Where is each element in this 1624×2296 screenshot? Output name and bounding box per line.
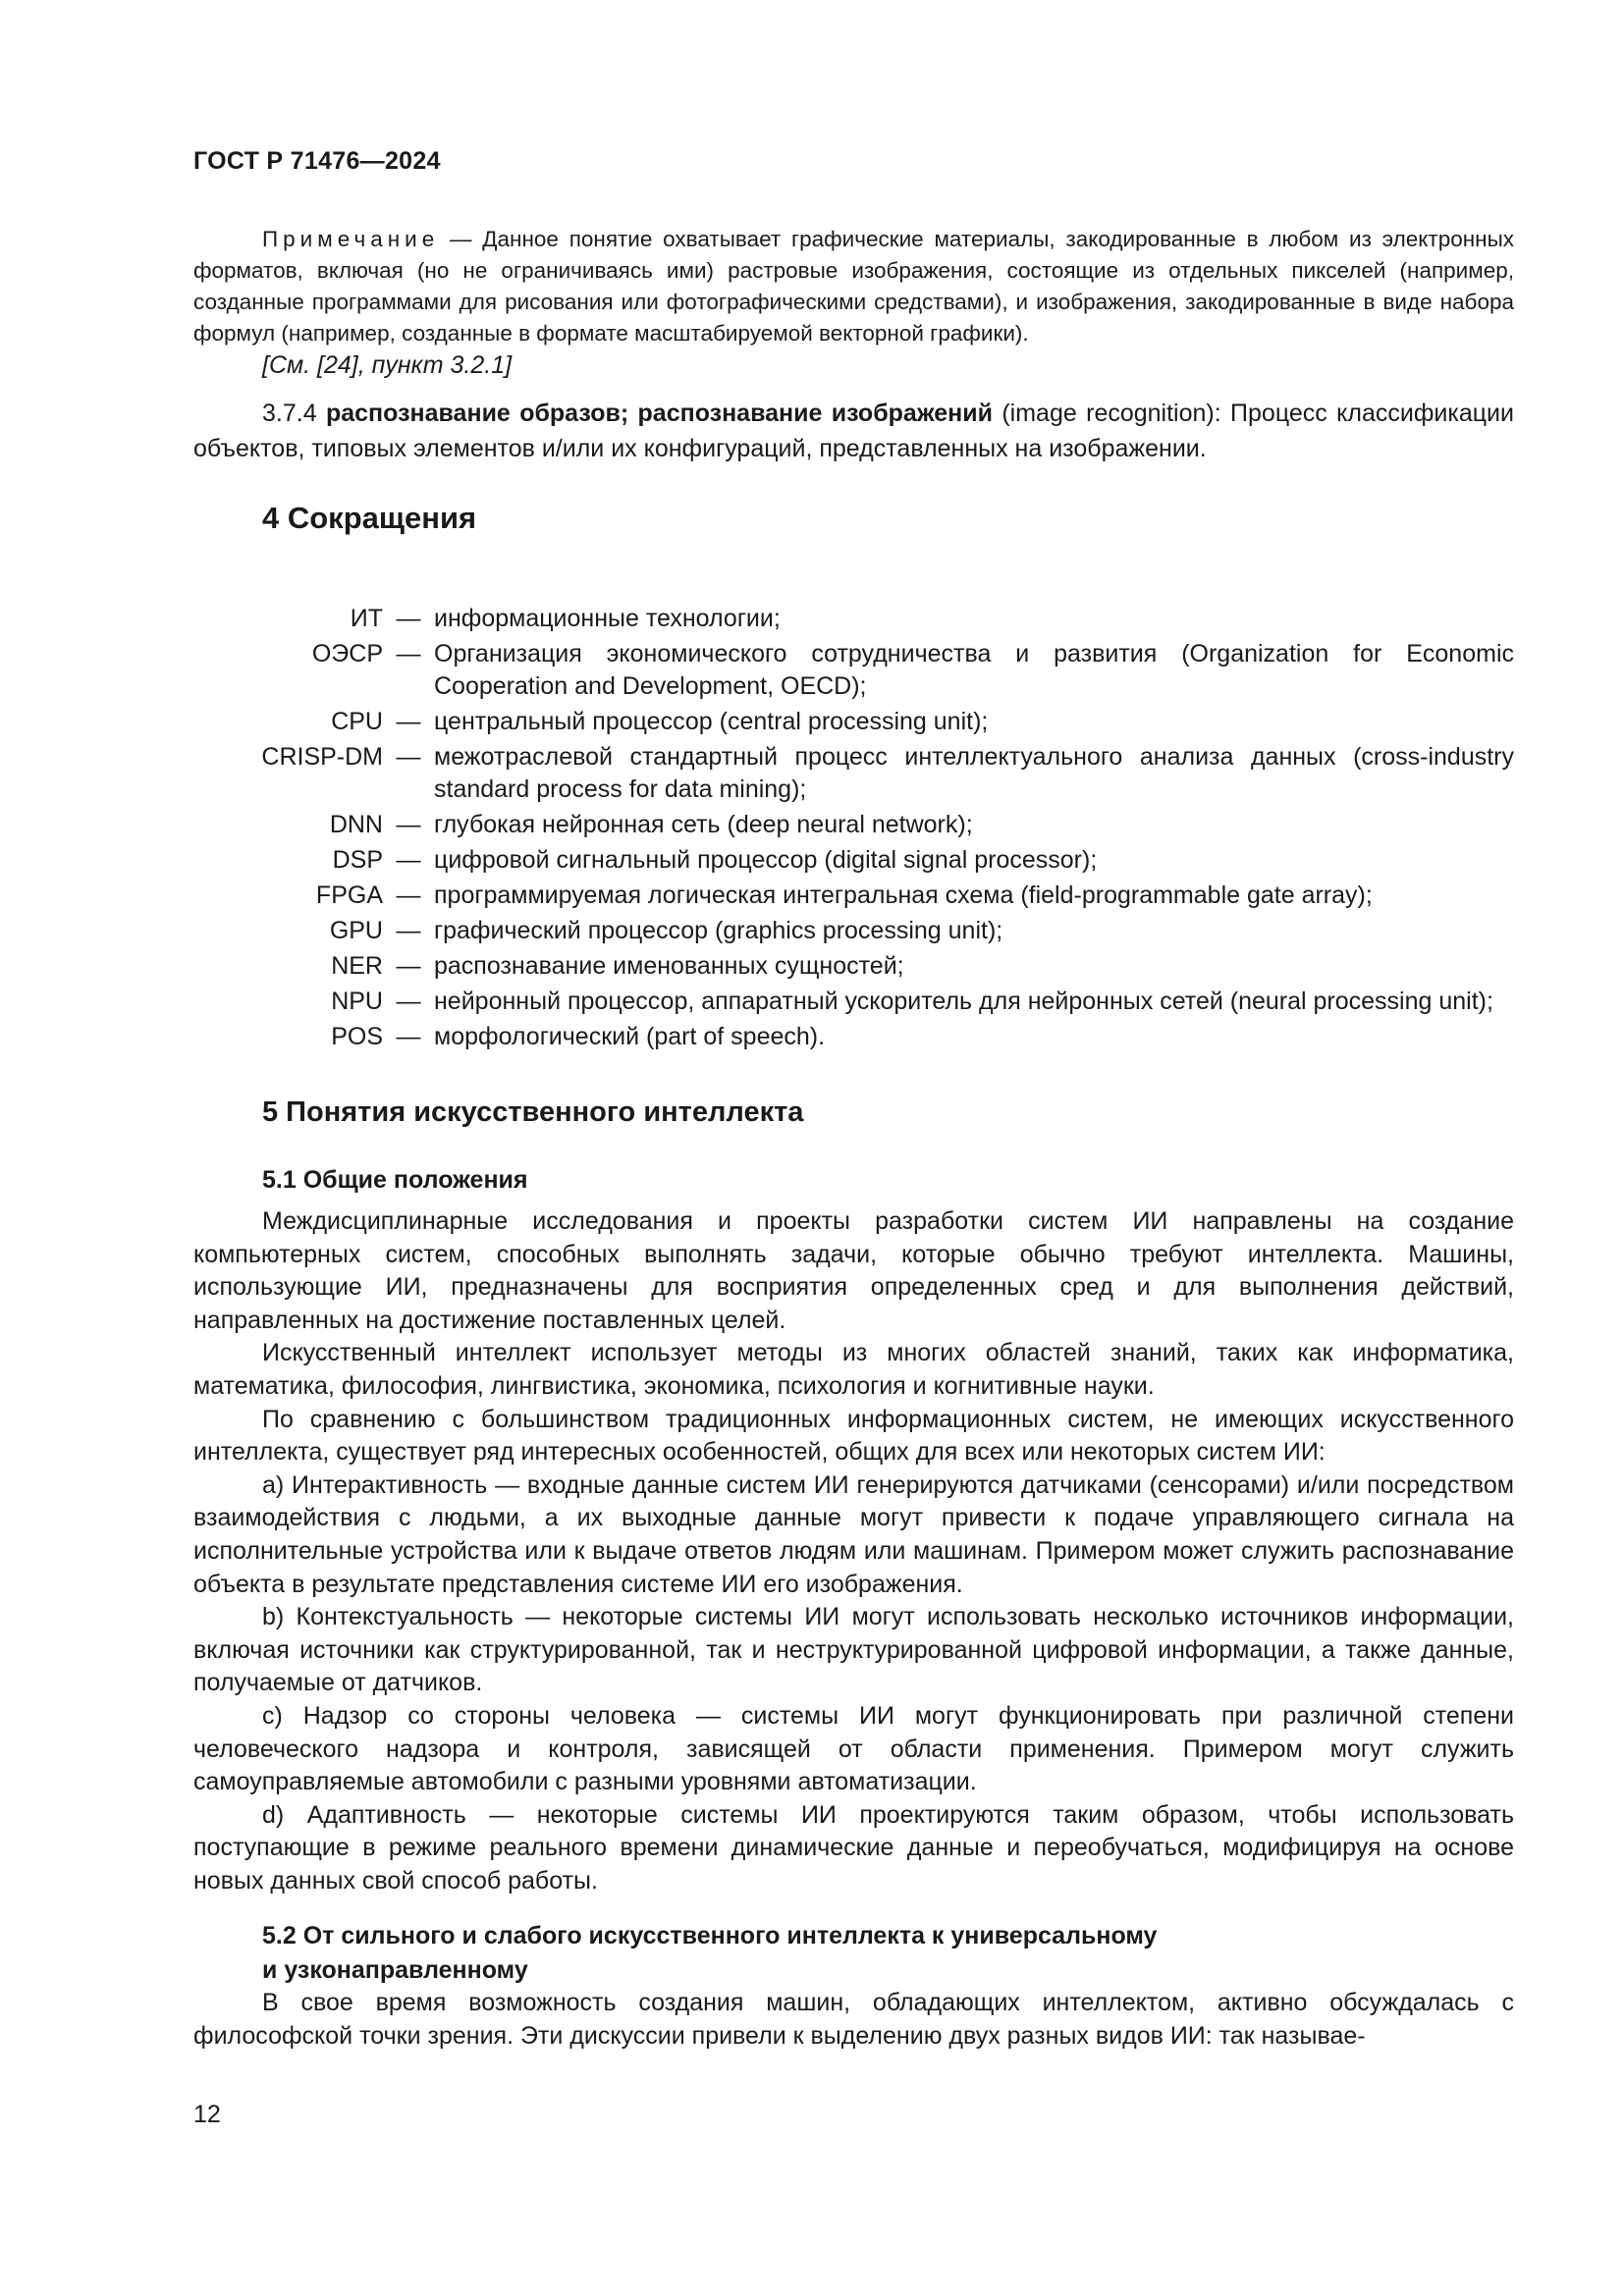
paragraph: По сравнению с большинством традиционных информационных систем, не имеющих искусственного интеллекта, существует ряд интересных особенностей, общих для всех или некоторых систем ИИ: [193,1405,1514,1467]
section-4-heading: 4 Сокращения [262,501,477,535]
abbreviation-row [193,950,1514,983]
abbreviation-definition: программируемая логическая интегральная схема (field-programmable gate array); [434,881,1373,909]
abbreviation-term: NER [331,952,383,980]
abbreviation-row [193,915,1514,947]
abbreviation-dash: — [396,743,421,771]
abbreviation-dash: — [396,881,421,909]
abbreviation-row [193,706,1514,738]
paragraph: Искусственный интеллект использует методы из многих областей знаний, таких как информатика, математика, философия, лингвистика, экономика, психология и когнитивные науки. [193,1339,1514,1400]
paragraph: a) Интерактивность — входные данные систем ИИ генерируются датчиками (сенсорами) и/или посредством взаимодействия с людьми, а их выходные данные могут привести к подаче управляющего сигнала на исполнительные устройства или к выдаче ответов людям или машинам. Примером может служить распознавание объекта в результате представления системе ИИ его изображения. [193,1470,1514,1598]
abbreviation-definition: цифровой сигнальный процессор (digital signal processor); [434,846,1098,874]
page-number: 12 [193,2101,221,2128]
abbreviation-dash: — [396,811,421,838]
abbreviation-dash: — [396,708,421,735]
abbreviation-dash: — [396,1023,421,1050]
subsection-5-2-heading-line1: 5.2 От сильного и слабого искусственного интеллекта к универсальному [262,1922,1158,1949]
abbreviation-term: ИТ [350,605,383,632]
abbreviation-dash: — [396,605,421,632]
abbreviation-row [193,1021,1514,1053]
abbreviation-definition: межотраслевой стандартный процесс интеллектуального анализа данных (cross-industry standard process for data mining); [434,743,1514,803]
abbreviation-definition: графический процессор (graphics processing unit); [434,917,1003,944]
paragraph: c) Надзор со стороны человека — системы ИИ могут функционировать при различной степени человеческого надзора и контроля, зависящей от области применения. Примером могут служить самоуправляемые автомобили с разными уровнями автоматизации. [193,1701,1514,1796]
abbreviation-row [193,880,1514,912]
note-paragraph [193,224,1514,349]
abbreviation-term: DNN [329,811,383,838]
section-5-heading: 5 Понятия искусственного интеллекта [262,1096,804,1128]
abbreviation-term: NPU [331,988,383,1015]
term-definition: (image recognition): Процесс классификации объектов, типовых элементов и/или их конфигураций, представленных на изображении. [193,400,1514,462]
abbreviation-dash: — [396,988,421,1015]
term-3-7-4 [193,396,1514,466]
section-5-1-body [193,1205,1514,1897]
term-name: распознавание образов; распознавание изображений [325,400,993,427]
abbreviation-row [193,603,1514,635]
abbreviation-term: ОЭСР [311,640,383,667]
note-text: — Данное понятие охватывает графические материалы, закодированные в любом из электронных форматов, включая (но не ограничиваясь ими) растровые изображения, состоящие из отдельных пикселей (например, созданные программами для рисования или фотографическими средствами), и изображения, закодированные в виде набора формул (например, созданные в формате масштабируемой векторной графики). [193,227,1514,346]
abbreviation-row [193,638,1514,703]
abbreviation-dash: — [396,917,421,944]
abbreviation-row [193,809,1514,841]
abbreviation-term: POS [331,1023,383,1050]
abbreviation-definition: глубокая нейронная сеть (deep neural network); [434,811,973,838]
abbreviation-term: CPU [331,708,383,735]
abbreviation-definition: центральный процессор (central processing unit); [434,708,989,735]
abbreviation-row [193,741,1514,806]
abbreviation-definition: Организация экономического сотрудничества и развития (Organization for Economic Cooperation and Development, OECD); [434,640,1514,700]
abbreviation-dash: — [396,952,421,980]
paragraph: В свое время возможность создания машин, обладающих интеллектом, активно обсуждалась с философской точки зрения. Эти дискуссии привели к выделению двух разных видов ИИ: так называе- [193,1989,1514,2050]
paragraph: d) Адаптивность — некоторые системы ИИ проектируются таким образом, чтобы использовать поступающие в режиме реального времени динамические данные и переобучаться, модифицируя на основе новых данных свой способ работы. [193,1800,1514,1895]
section-5-2-body [193,1987,1514,2053]
note-label: Примечание [262,227,440,251]
abbreviation-definition: информационные технологии; [434,605,781,632]
abbreviation-definition: нейронный процессор, аппаратный ускоритель для нейронных сетей (neural processing unit); [434,988,1493,1015]
reference-citation: [См. [24], пункт 3.2.1] [262,351,513,379]
abbreviation-term: FPGA [315,881,383,909]
abbreviation-dash: — [396,846,421,874]
paragraph: b) Контекстуальность — некоторые системы ИИ могут использовать несколько источников информации, включая источники как структурированной, так и неструктурированной цифровой информации, а также данные, получаемые от датчиков. [193,1603,1514,1697]
document-header: ГОСТ Р 71476—2024 [193,147,441,175]
subsection-5-1-heading: 5.1 Общие положения [262,1166,528,1194]
abbreviation-dash: — [396,640,421,667]
abbreviation-definition: распознавание именованных сущностей; [434,952,904,980]
abbreviation-row [193,844,1514,877]
subsection-5-2-heading [262,1919,1157,1988]
abbreviation-term: DSP [332,846,383,874]
term-number: 3.7.4 [262,400,326,427]
abbreviation-row [193,986,1514,1018]
abbreviation-definition: морфологический (part of speech). [434,1023,826,1050]
abbreviations-list [193,603,1514,1056]
paragraph: Междисциплинарные исследования и проекты разработки систем ИИ направлены на создание компьютерных систем, способных выполнять задачи, которые обычно требуют интеллекта. Машины, использующие ИИ, предназначены для восприятия определенных сред и для выполнения действий, направленных на достижение поставленных целей. [193,1207,1514,1334]
abbreviation-term: CRISP-DM [261,743,383,771]
abbreviation-term: GPU [329,917,383,944]
subsection-5-2-heading-line2: и узконаправленному [262,1956,528,1984]
